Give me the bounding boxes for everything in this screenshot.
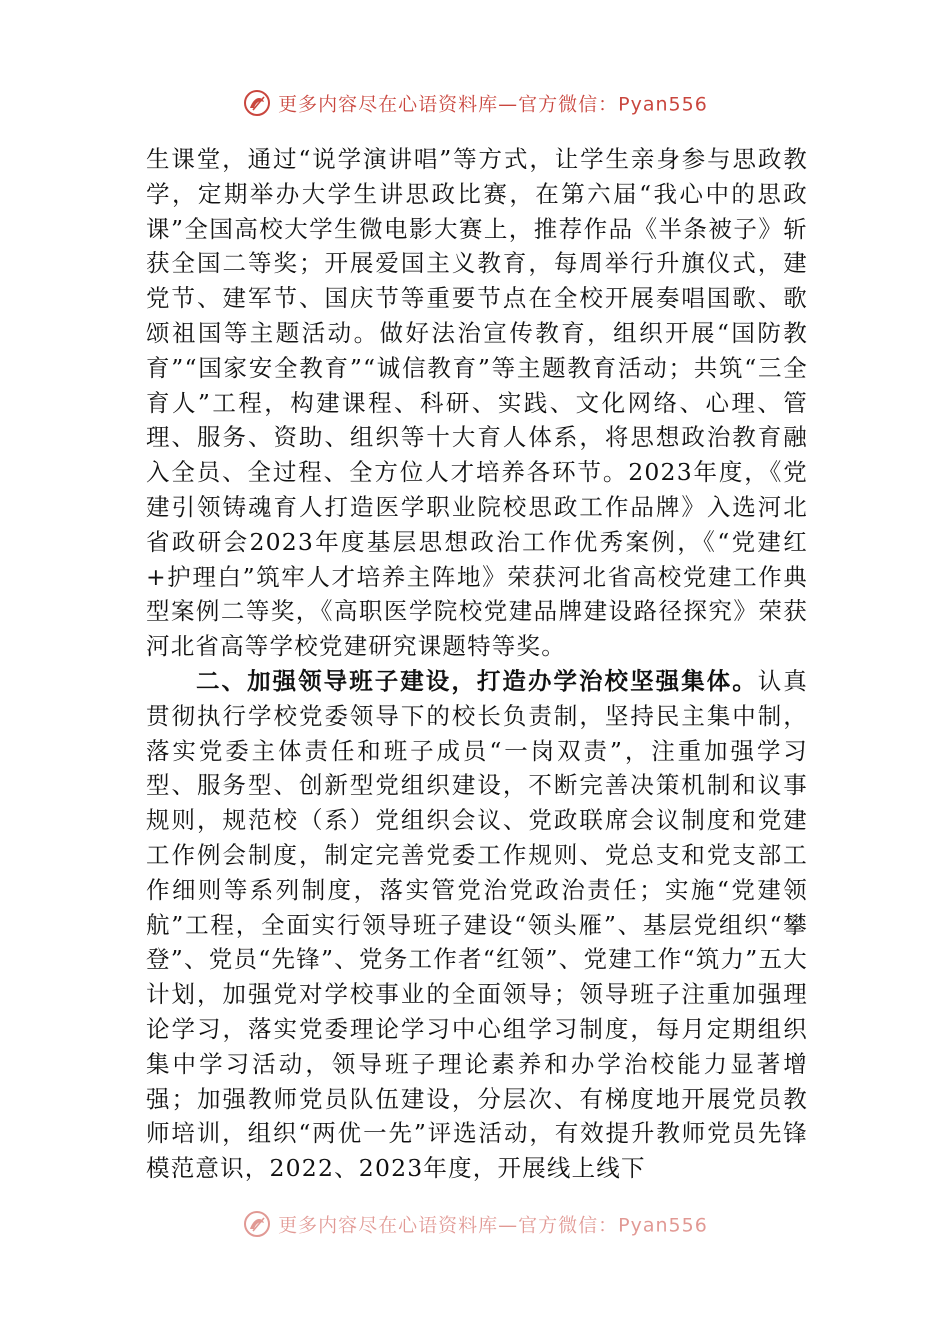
document-body	[146, 142, 808, 1214]
watermark-text: 更多内容尽在心语资料库—官方微信：Pyan556	[278, 93, 708, 116]
logo-icon	[242, 1209, 272, 1239]
logo-icon	[242, 88, 272, 118]
watermark-text: 更多内容尽在心语资料库—官方微信：Pyan556	[278, 1214, 708, 1237]
paragraph-text: 认真贯彻执行学校党委领导下的校长负责制，坚持民主集中制，落实党委主体责任和班子成员“一岗双责”，注重加强学习型、服务型、创新型党组织建设，不断完善决策机制和议事规则，规范校（系）党组织会议、党政联席会议制度和党建工作例会制度，制定完善党委工作规则、党总支和党支部工作细则等系列制度，落实管党治党政治责任；实施“党建领航”工程，全面实行领导班子建设“领头雁”、基层党组织“攀登”、党员“先锋”、党务工作者“红领”、党建工作“筑力”五大计划，加强党对学校事业的全面领导；领导班子注重加强理论学习，落实党委理论学习中心组学习制度，每月定期组织集中学习活动，领导班子理论素养和办学治校能力显著增强；加强教师党员队伍建设，分层次、有梯度地开展党员教师培训，组织“两优一先”评选活动，有效提升教师党员先锋模范意识，2022、2023年度，开展线上线下	[146, 666, 808, 1183]
watermark-header	[0, 88, 950, 118]
paragraph: 生课堂，通过“说学演讲唱”等方式，让学生亲身参与思政教学，定期举办大学生讲思政比赛，在第六届“我心中的思政课”全国高校大学生微电影大赛上，推荐作品《半条被子》斩获全国二等奖；开展爱国主义教育，每周举行升旗仪式，建党节、建军节、国庆节等重要节点在全校开展奏唱国歌、歌颂祖国等主题活动。做好法治宣传教育，组织开展“国防教育”“国家安全教育”“诚信教育”等主题教育活动；共筑“三全育人”工程，构建课程、科研、实践、文化网络、心理、管理、服务、资助、组织等十大育人体系，将思想政治教育融入全员、全过程、全方位人才培养各环节。2023年度，《党建引领铸魂育人打造医学职业院校思政工作品牌》入选河北省政研会2023年度基层思想政治工作优秀案例，《“党建红+护理白”筑牢人才培养主阵地》荣获河北省高校党建工作典型案例二等奖，《高职医学院校党建品牌建设路径探究》荣获河北省高等学校党建研究课题特等奖。	[146, 145, 808, 661]
paragraph	[146, 664, 808, 1186]
watermark-footer	[0, 1209, 950, 1239]
section-heading: 二、加强领导班子建设，打造办学治校坚强集体。	[196, 666, 758, 695]
